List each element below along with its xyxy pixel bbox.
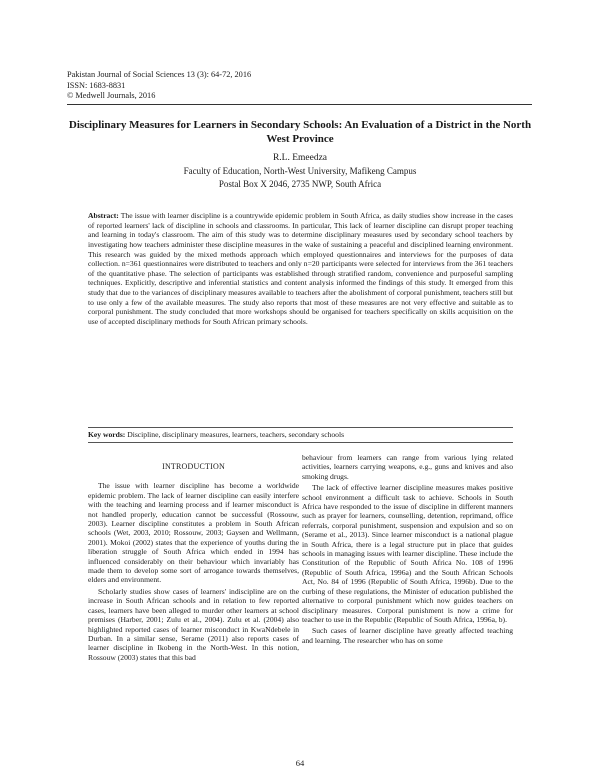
page-number: 64 [295,758,305,768]
keywords [88,430,513,440]
journal-header [67,70,547,102]
abstract-text: The issue with learner discipline is a countrywide epidemic problem in South Africa, as daily studies show increase in the cases of reported learners' lack of discipline in schools and classrooms. In particular, This lack of learner discipline can disrupt proper teaching and learning in today's classroom. The aim of this study was to determine disciplinary measures used by secondary school teachers by investigating how teachers administer these discipline measures in the wake of sustaining a peaceful and disciplined learning environment. This research was guided by the mixed methods approach which employed questionnaires and interviews for the purposes of data collection. n=361 questionnaires were distributed to teachers and only n=20 participants were selected for interviews from the 361 teachers of the quantitative phase. The selection of participants was established through stratified random, convenience and purposeful sampling techniques. Explicitly, descriptive and inferential statistics and content analysis informed the findings of this study. It emerged from this study that due to the variances of disciplinary measures available to teachers after the abolishment of corporal punishment, teachers still but to use only a few of the available measures. The study also reports that most of these measures are not very effective and suitable as to corporal punishment. The study concluded that more workshops should be organised for teachers specifically on skills acquisition on the use of accepted disciplinary methods for South African primary schools. [88,211,513,326]
header-divider [67,104,532,105]
paper-title: Disciplinary Measures for Learners in Secondary Schools: An Evaluation of a District in the North West Province [68,119,532,145]
affiliation-line-2: Postal Box X 2046, 2735 NWP, South Africa [218,179,382,189]
keywords-label: Key words: [88,430,126,439]
body-column-right [302,453,513,647]
paragraph: Such cases of learner discipline have greatly affected teaching and learning. The researcher who has on some [302,626,513,645]
keywords-divider [88,442,513,443]
abstract [88,211,513,327]
paragraph: Scholarly studies show cases of learners' indiscipline are on the increase in South African schools and in relation to few reported cases, learners have been alleged to murder other learners at school premises (Harber, 2001; Zulu et al., 2004). Zulu et al. (2004) also highlighted reported cases of learner misconduct in KwaNdebele in Durban. In a similar sense, Serame (2011) also reports cases of learner discipline in Ikobeng in the North-West. In this notion, Rossouw (2003) states that this bad [88,586,299,662]
paragraph: behaviour from learners can range from various lying related activities, learners carrying weapons, e.g., guns and knives and also smoking drugs. [302,453,513,481]
affiliation-line-1: Faculty of Education, North-West University, Mafikeng Campus [183,166,417,176]
abstract-label: Abstract: [88,211,119,220]
paragraph: The lack of effective learner discipline measures makes positive school environment a difficult task to achieve. Schools in South Africa have responded to the issue of discipline in different manners such as prayer for learners, counselling, detention, reprimand, office referrals, corporal punishment, suspension and expulsion and so on (Serame et al., 2013). Since learner misconduct is a national plague in South Africa, there is a legal structure put in place that guides schools in managing issues with learner discipline. These include the Constitution of the Republic of South Africa No. 108 of 1996 (Republic of South Africa, 1996a) and the South African Schools Act, No. 84 of 1996 (Republic of South Africa, 1996b). Due to the curbing of these regulations, the Minister of education published the alternative to corporal punishment which now guides teachers on disciplinary measures. Corporal punishment is now a crime for teacher to use in the Republic (Republic of South Africa, 1996a, b). [302,483,513,624]
journal-copyright: © Medwell Journals, 2016 [67,91,156,100]
author-affiliation [67,165,533,191]
journal-issn: ISSN: 1683-8831 [67,80,126,90]
body-column-left [88,462,299,664]
journal-citation: Pakistan Journal of Social Sciences 13 (3): 64-72, 2016 [67,70,252,79]
paragraph: The issue with learner discipline has become a worldwide epidemic problem. The lack of learner discipline can easily interfere with the teaching and learning process and if learner misconduct is not handled properly, education cannot be successful (Rossouw, 2003). Learner discipline constitutes a problem in South African schools (Wet, 2003, 2010; Rossouw, 2003; Gaysen and Wellmann, 2001). Mokoi (2002) states that the experience of youths during the liberation struggle of South Africa which ended in 1994 has influenced considerably on their behaviour which invariably has made them to develop some sort of arrogance towards themselves, elders and environment. [88,481,299,585]
author-name: R.L. Emeedza [272,153,328,163]
abstract-divider [88,427,513,428]
section-heading: INTRODUCTION [162,462,225,471]
keywords-text: Discipline, disciplinary measures, learners, teachers, secondary schools [127,430,345,439]
